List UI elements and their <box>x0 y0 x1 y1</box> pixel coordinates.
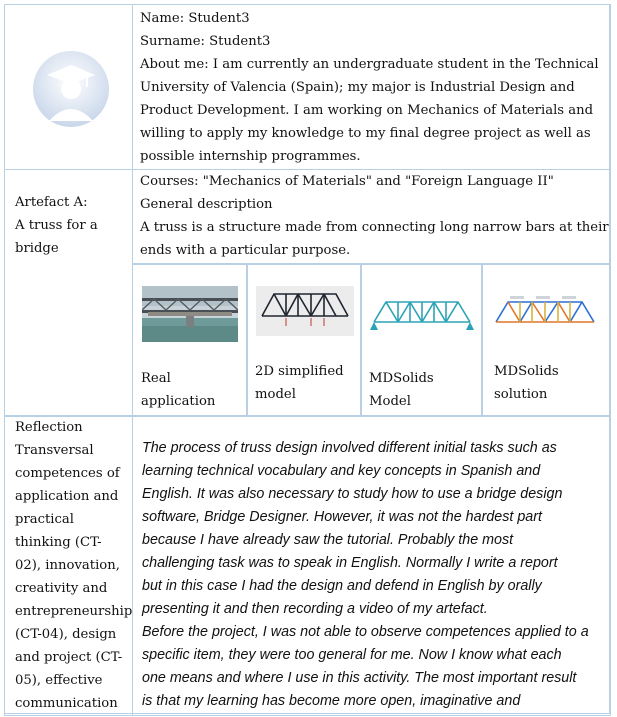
reflection-line: The process of truss design involved different initial tasks such as <box>142 440 557 456</box>
reflection-line: English. It was also necessary to study how to use a bridge design <box>142 486 563 502</box>
reflection-label-line: entrepreneurship <box>15 604 133 619</box>
description-line: ends with a particular purpose. <box>140 243 351 258</box>
bridge-photo <box>142 286 238 342</box>
truss-diagram <box>256 286 354 336</box>
reflection-line: challenging task was to speak in English. Normally I write a report <box>142 555 558 571</box>
artefact-description-cell <box>132 169 611 265</box>
image-cell-2d-model <box>246 263 362 417</box>
artefact-label-cell <box>4 169 133 417</box>
artefact-label: Artefact A: <box>15 195 88 210</box>
reflection-label-line: application and <box>15 489 119 504</box>
image-caption: MDSolids solution <box>494 364 559 402</box>
reflection-label-line: 05), effective <box>15 673 103 688</box>
truss-solution <box>490 294 600 340</box>
about-line: possible internship programmes. <box>140 149 361 164</box>
description-heading: General description <box>140 197 273 212</box>
reflection-label-line: (CT-04), design <box>15 627 117 642</box>
about-line: About me: I am currently an undergraduate student in the Technical <box>140 57 599 72</box>
reflection-label-cell <box>4 415 133 716</box>
truss-model <box>370 294 474 340</box>
reflection-line: because I have already saw the tutorial. Probably the most <box>142 532 514 548</box>
reflection-line: software, Bridge Designer. However, it was not the hardest part <box>142 509 542 525</box>
image-caption: MDSolids Model <box>369 371 434 409</box>
description-line: A truss is a structure made from connecting long narrow bars at their <box>140 220 609 235</box>
reflection-label-line: competences of <box>15 466 120 481</box>
avatar-cell <box>4 4 133 170</box>
image-caption: 2D simplified model <box>255 364 344 402</box>
reflection-label-line: practical <box>15 512 74 527</box>
reflection-label-line: communication <box>15 696 118 711</box>
about-line: willing to apply my knowledge to my final degree project as well as <box>140 126 591 141</box>
about-line: University of Valencia (Spain); my major is Industrial Design and <box>140 80 575 95</box>
reflection-line: but in this case I had the design and defend in English by orally <box>142 578 542 594</box>
reflection-line: one means and where I use in this activity. The most important result <box>142 670 577 686</box>
reflection-line: Before the project, I was not able to observe competences applied to a <box>142 624 589 640</box>
artefact-label: A truss for a <box>15 218 98 233</box>
image-caption: Real application <box>141 371 216 409</box>
reflection-line: is that my learning has become more open, imaginative and <box>142 693 521 709</box>
name-line: Name: Student3 <box>140 11 250 26</box>
profile-cell <box>132 4 611 170</box>
reflection-label-line: 02), innovation, <box>15 558 120 573</box>
image-cell-mdsolids-solution <box>481 263 611 417</box>
courses-line: Courses: "Mechanics of Materials" and "Foreign Language II" <box>140 174 554 189</box>
surname-line: Surname: Student3 <box>140 34 271 49</box>
image-cell-mdsolids-model <box>360 263 483 417</box>
reflection-label-line: creativity and <box>15 581 108 596</box>
reflection-line: learning technical vocabulary and key concepts in Spanish and <box>142 463 541 479</box>
reflection-line: specific item, they were too general for me. Now I know what each <box>142 647 562 663</box>
about-line: Product Development. I am working on Mechanics of Materials and <box>140 103 594 118</box>
artefact-label: bridge <box>15 241 59 256</box>
reflection-label-line: Reflection <box>15 420 83 435</box>
graduate-avatar-icon <box>31 49 111 129</box>
reflection-line: presenting it and then recording a video of my artefact. <box>142 601 488 617</box>
reflection-body-cell <box>132 415 611 716</box>
reflection-label-line: and project (CT- <box>15 650 123 665</box>
portfolio-table <box>4 4 610 714</box>
reflection-label-line: Transversal <box>15 443 94 458</box>
reflection-label-line: thinking (CT- <box>15 535 102 550</box>
image-cell-real-application <box>132 263 248 417</box>
